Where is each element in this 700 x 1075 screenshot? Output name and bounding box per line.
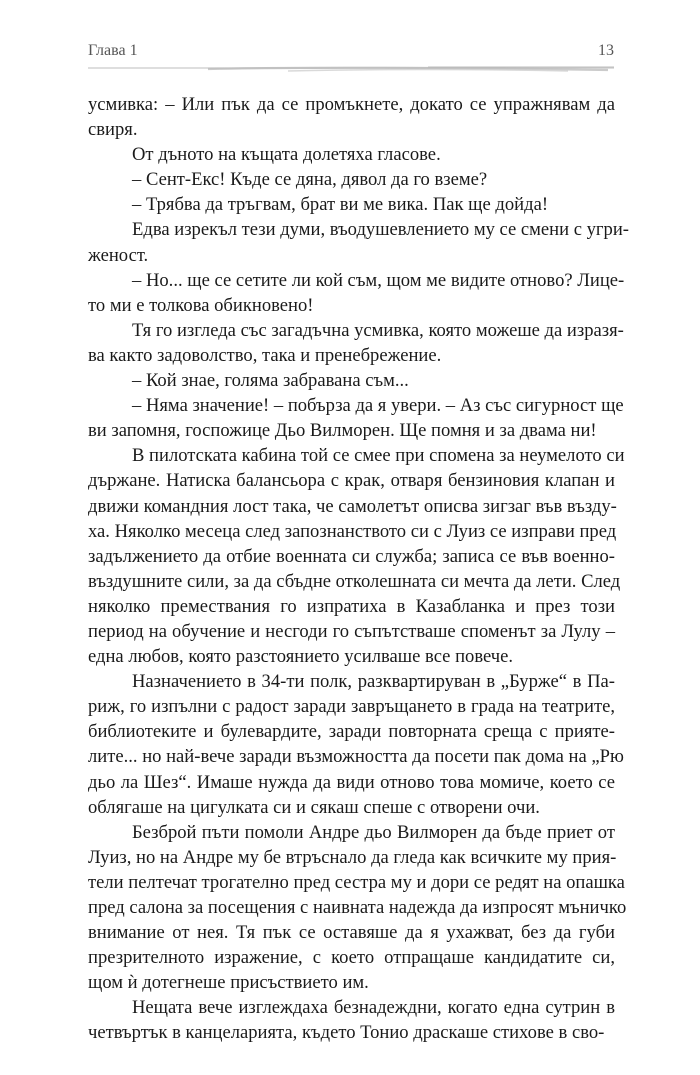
text-line: четвъртък в канцеларията, където Тонио драскаше стихове в сво- [88, 1022, 605, 1044]
text-line: Нещата вече изглеждаха безнадеждни, когато една сутрин в [132, 997, 615, 1019]
text-line: лите... но най-вече заради възможността да посети пак дома на „Рю [88, 746, 624, 768]
text-line: Тя го изгледа със загадъчна усмивка, която можеше да изразя- [132, 319, 624, 341]
text-line: Безброй пъти помоли Андре дьо Вилморен да бъде приет от [132, 821, 615, 843]
paragraph [88, 443, 625, 669]
text-line: женост. [88, 244, 149, 266]
text-line: – Трябва да тръгвам, брат ви ме вика. Пак ще дойда! [132, 194, 549, 216]
text-line: задължението да отбие военната си служба; записа се във военно- [88, 545, 615, 567]
text-line: щом ѝ дотегнеше присъствието им. [88, 972, 369, 994]
text-line: ха. Няколко месеца след запознанството си с Луиз се изправи пред [88, 520, 617, 542]
text-line: – Но... ще се сетите ли кой съм, щом ме видите отново? Лице- [132, 269, 625, 291]
text-line: презрителното изражение, с което отпращаше кандидатите си, [88, 947, 615, 969]
text-line: облягаше на цигулката си и сякаш спеше с отворени очи. [88, 796, 540, 818]
text-line: държане. Натиска балансьора с крак, отваря бензиновия клапан и [88, 470, 615, 492]
text-line: библиотеките и булевардите, заради повторната среща с прияте- [88, 721, 615, 743]
text-line: В пилотската кабина той се смее при спомена за неумелото си [132, 445, 625, 467]
text-line: ви запомня, госпожице Дьо Вилморен. Ще помня и за двама ни! [88, 420, 597, 442]
paragraph [88, 217, 629, 267]
text-line: то ми е толкова обикновено! [88, 294, 314, 316]
text-line: От дъното на къщата долетяха гласове. [132, 144, 441, 166]
running-head [88, 42, 614, 64]
paragraph [88, 393, 624, 443]
paragraph [88, 669, 624, 820]
text-line: тели пелтечат трогателно пред сестра му и дори се редят на опашка [88, 871, 625, 893]
text-line: Едва изрекъл тези думи, въодушевлението му се смени с угри- [132, 219, 629, 241]
text-line: – Сент-Екс! Къде се дяна, дявол да го вземе? [132, 169, 488, 191]
text-line: – Кой знае, голяма забравана съм... [132, 370, 409, 392]
text-line: – Няма значение! – побърза да я увери. – Аз със сигурност ще [132, 395, 624, 417]
text-line: движи командния лост така, че самолетът описва зигзаг във възду- [88, 495, 617, 517]
paragraph [88, 192, 615, 217]
chapter-title: Глава 1 [88, 42, 138, 59]
text-line: усмивка: – Или пък да се промъкнете, докато се упражнявам да [88, 94, 615, 115]
paragraph [88, 167, 615, 192]
text-line: Луиз, но на Андре му бе втръснало да гледа как всичките му прия- [88, 846, 617, 868]
paragraph [88, 92, 615, 142]
paragraph [88, 268, 625, 318]
text-line: внимание от нея. Тя пък се оставяше да я ухажват, без да губи [88, 922, 615, 944]
text-line: период на обучение и несгоди го съпътстваше споменът за Лулу – [88, 620, 615, 642]
text-line: няколко премествания го изпратиха в Казабланка и през този [88, 595, 615, 617]
header-rule [88, 64, 614, 74]
text-line: риж, го изпълни с радост заради завръщането в града на театрите, [88, 696, 615, 718]
text-line: дьо ла Шез“. Имаше нужда да види отново това момиче, което се [88, 771, 615, 793]
text-line: Назначението в 34-ти полк, разквартируван в „Бурже“ в Па- [132, 671, 615, 693]
paragraph [88, 368, 615, 393]
text-line: една любов, която разстоянието усилваше все повече. [88, 646, 514, 668]
paragraph [88, 995, 615, 1045]
text-line: свиря. [88, 119, 138, 141]
paragraph [88, 142, 615, 167]
paragraph [88, 318, 624, 368]
page-number: 13 [598, 42, 614, 59]
paragraph [88, 820, 627, 996]
text-line: пред салона за посещения с наивната надежда да изпросят мъничко [88, 897, 627, 918]
text-line: въздушните сили, за да сбъдне отколешната си мечта да лети. След [88, 570, 621, 592]
body-text [88, 92, 629, 1046]
text-line: ва както задоволство, така и пренебрежение. [88, 344, 442, 366]
